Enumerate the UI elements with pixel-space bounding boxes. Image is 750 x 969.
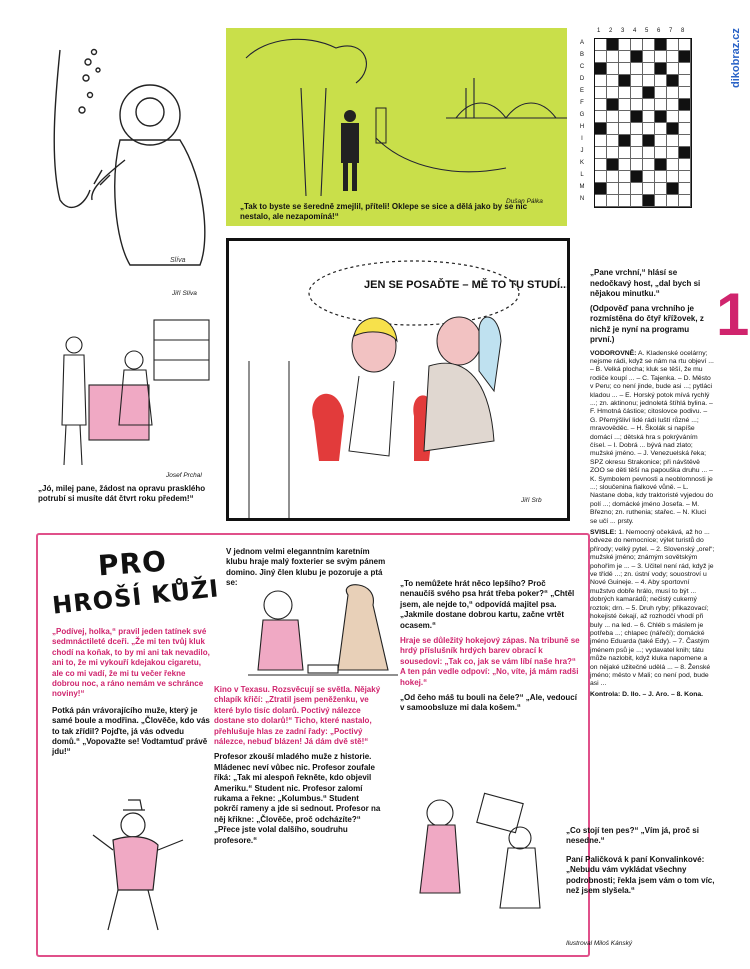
joke-5: Hraje se důležitý hokejový zápas. Na tribuně se hrdý příslušník hrdých barev obrací k sousedovi: „Tak co, jak se vám líbí naše hra?“ A ten pán vedle odpoví: „No, víte, já mám radši hokej.“ (400, 636, 580, 687)
humor-section (36, 533, 590, 957)
crossword-cell (595, 63, 607, 75)
crossword-cell (631, 171, 643, 183)
crossword-cell[interactable] (643, 159, 655, 171)
crossword-cell[interactable] (643, 51, 655, 63)
crossword-cell (655, 39, 667, 51)
crossword-cell[interactable] (643, 99, 655, 111)
tram-cartoon (226, 238, 570, 521)
crossword-column-label: 2 (609, 28, 613, 34)
crossword-cell[interactable] (619, 171, 631, 183)
crossword-cell[interactable] (655, 123, 667, 135)
joke-1: „Podívej, holka,“ pravil jeden tatínek své sedmnáctileté dceři. „Že mi ten tvůj kluk chodí na koňak, to by mi ani tak nevadilo, ani to, že mi vykouří kdejakou cigaretu, ale co mi vadí, že mi tu večer řekne dobrou noc, a ráno nemám ve schránce noviny!“ (52, 627, 210, 699)
crossword-cell[interactable] (619, 159, 631, 171)
crossword-cell[interactable] (679, 195, 691, 207)
down-label: SVISLE: (590, 529, 617, 537)
crossword-cell[interactable] (595, 87, 607, 99)
crossword-cell[interactable] (607, 75, 619, 87)
crossword-cell[interactable] (607, 87, 619, 99)
crossword-cell (679, 99, 691, 111)
tram-credit: Jiří Srb (521, 497, 542, 504)
tram-drawing (229, 241, 567, 518)
crossword-cell[interactable] (595, 111, 607, 123)
crossword-cell[interactable] (619, 87, 631, 99)
crossword-row-label: M (579, 184, 585, 190)
crossword-cell[interactable] (667, 171, 679, 183)
illustrator-credit: Ilustroval Miloš Kánský (566, 940, 633, 947)
card-players-drawing (238, 575, 408, 685)
crossword-row-label: F (580, 100, 584, 106)
crossword-cell[interactable] (619, 123, 631, 135)
humor-right (566, 826, 716, 896)
crossword-cell[interactable] (643, 39, 655, 51)
crossword-intro: „Pane vrchní,“ hlásí se nedočkavý host, „dal bych si nějakou minutku.“ (590, 268, 701, 298)
crossword-cell[interactable] (679, 171, 691, 183)
crossword-cell (679, 51, 691, 63)
office-credit: Josef Prchal (166, 472, 202, 479)
crossword-row (595, 183, 691, 195)
diver-drawing (30, 40, 220, 270)
crossword-row (595, 75, 691, 87)
crossword-cell[interactable] (631, 99, 643, 111)
crossword-cell[interactable] (607, 123, 619, 135)
crossword-cell[interactable] (607, 195, 619, 207)
crossword-cell[interactable] (667, 195, 679, 207)
crossword-row (595, 159, 691, 171)
crossword-cell[interactable] (643, 123, 655, 135)
crossword-cell (655, 159, 667, 171)
diver-credit: Jiří Slíva (172, 290, 197, 297)
crossword-cell[interactable] (595, 171, 607, 183)
crossword-cell[interactable] (679, 75, 691, 87)
crossword-row-label: J (580, 148, 584, 154)
crossword-cell[interactable] (679, 63, 691, 75)
crossword-cell[interactable] (679, 111, 691, 123)
crossword-cell[interactable] (643, 75, 655, 87)
crossword-row (595, 51, 691, 63)
crossword-text (590, 268, 715, 699)
crossword-row (595, 39, 691, 51)
tram-bubble-text: JEN SE POSAĎTE – MĚ TO TU STUDÍ... (364, 279, 567, 291)
crossword-row-label: I (581, 136, 583, 142)
crossword-cell[interactable] (607, 147, 619, 159)
crossword-cell[interactable] (679, 87, 691, 99)
crossword-row (595, 123, 691, 135)
crossword-cell[interactable] (595, 75, 607, 87)
joke-4: „To nemůžete hrát něco lepšího? Proč nenaučíš svého psa hrát třeba poker?“ „Chtěl jsem, ale nejde to,“ odpovídá majitel psa. „Jakmile dostane dobrou kartu, začne vrtět ocasem.“ (400, 579, 575, 630)
crossword-column-label: 1 (597, 28, 601, 34)
crossword-cell[interactable] (607, 51, 619, 63)
crossword-cell[interactable] (595, 195, 607, 207)
humor-col2b (214, 685, 384, 846)
crossword-cell (607, 39, 619, 51)
crossword-cell (607, 159, 619, 171)
joke-2: Potká pán vrávorajícího muže, který je samé boule a modřina. „Člověče, kdo vás to tak zřídil? Pojďte, já vás odvedu domů.“ „Vopovažte se! Vodtamtuď právě jdu!“ (52, 705, 210, 757)
crossword-cell[interactable] (655, 183, 667, 195)
crossword-cell[interactable] (619, 111, 631, 123)
crossword-cell[interactable] (667, 51, 679, 63)
diver-signature: Slíva (170, 257, 186, 264)
park-cartoon (226, 28, 567, 226)
crossword-cell[interactable] (595, 99, 607, 111)
joke-7: Profesor zkouší mladého muže z historie. Mládenec neví vůbec nic. Profesor zoufale říká: „Tak mi alespoň řekněte, kdo objevil Ameriku.“ Student nic. Profesor zalomí rukama a řekne: „Kolumbus.“ Student pokrčí rameny a jde si sednout. Profesor na něj křikne: „Člověče, proč odcházíte?“ „Přece jste volal dalšího, soudruhu profesore.“ (214, 752, 381, 845)
crossword-cell[interactable] (595, 39, 607, 51)
crossword-column-labels (594, 28, 706, 38)
crossword-cell[interactable] (607, 111, 619, 123)
drunk-man-drawing (78, 790, 218, 940)
crossword-row-label: A (579, 40, 584, 46)
humor-col1 (52, 627, 214, 758)
crossword-column-label: 3 (621, 28, 625, 34)
joke-6: Kino v Texasu. Rozsvěcují se světla. Nějaký chlapík křičí: „Ztratil jsem peněženku, ve které bylo tisíc dolarů. Poctivý nálezce dostane sto dolarů!“ Ticho, které nastalo, přehlušuje hlas ze zadní řady: „Poctivý nálezce, nebuď blázen! Já dám dvě stě!“ (214, 685, 381, 747)
crossword-across (590, 350, 715, 527)
crossword-cell[interactable] (619, 51, 631, 63)
office-caption: „Jó, milej pane, žádost na opravu prasklého potrubí si musíte dát čtvrt roku předem!“ (38, 484, 206, 503)
crossword-cell (595, 123, 607, 135)
crossword-cell[interactable] (595, 147, 607, 159)
crossword-row-label: E (579, 88, 584, 94)
crossword-row-label: L (580, 172, 584, 178)
crossword-cell (667, 123, 679, 135)
joke-8: „Od čeho máš tu bouli na čele?“ „Ale, vedoucí v samoobsluze mi dala košem.“ (400, 693, 577, 713)
joke-3: V jednom velmi eleganntním karetním klubu hraje malý foxterier se svým pánem domino. Jiný člen klubu je pozoruje a ptá se: (226, 547, 386, 588)
crossword-cell[interactable] (667, 39, 679, 51)
crossword-column-label: 7 (669, 28, 673, 34)
crossword-cell[interactable] (655, 75, 667, 87)
crossword-row (595, 171, 691, 183)
crossword-row (595, 147, 691, 159)
crossword-cell[interactable] (679, 135, 691, 147)
crossword-cell[interactable] (655, 87, 667, 99)
crossword-cell[interactable] (679, 39, 691, 51)
humor-col3 (400, 579, 580, 714)
crossword-cell[interactable] (619, 183, 631, 195)
crossword-cell[interactable] (631, 147, 643, 159)
crossword-cell[interactable] (643, 147, 655, 159)
office-cartoon (34, 315, 224, 525)
crossword-cell (631, 111, 643, 123)
crossword-cell (631, 51, 643, 63)
joke-9: „Co stojí ten pes?“ „Vím já, proč si nesedne.“ (566, 826, 699, 846)
page-number: 1 (716, 281, 750, 348)
crossword (578, 28, 718, 268)
crossword-cell[interactable] (619, 147, 631, 159)
crossword-cell[interactable] (595, 135, 607, 147)
watermark: dikobraz.cz (730, 28, 742, 88)
crossword-cell[interactable] (619, 63, 631, 75)
crossword-cell[interactable] (667, 135, 679, 147)
crossword-row-label: B (579, 52, 584, 58)
crossword-cell (667, 183, 679, 195)
crossword-column-label: 8 (681, 28, 685, 34)
park-drawing (226, 28, 567, 196)
crossword-cell[interactable] (655, 99, 667, 111)
crossword-cell[interactable] (619, 99, 631, 111)
humor-title-line2: HROŠÍ KŮŽI (50, 574, 221, 620)
crossword-cell (679, 147, 691, 159)
crossword-answer-note: (Odpověď pana vrchního je rozmístěna do čtyř křížovek, z nichž je nyní na programu první.) (590, 303, 704, 344)
crossword-cell[interactable] (667, 159, 679, 171)
crossword-cell[interactable] (655, 195, 667, 207)
crossword-cell[interactable] (667, 99, 679, 111)
crossword-cell[interactable] (631, 159, 643, 171)
crossword-cell[interactable] (631, 75, 643, 87)
humor-title-line1: PRO (96, 544, 168, 583)
down-clues: 1. Nemocný očekává, až ho ... odveze do nemocnice; výlet turistů do přírody; velký pytel. – 2. Slovenský „orel“; mužské jméno; známým sovětským pohořím je ... – 3. Učitel není rád, když je ve třídě ...; zn. ústní vody; souostroví u Nové Guineje. – 4. Aby sportovní mužstvo dobře hrálo, musí to být ... dobrých kamarádů; nečistý cukerný roztok; drn. – 5. Druh ryby; přikazovací; hokejisté čekají, až rozhodčí vhodí při buly ... na led. – 6. Chléb s máslem je potřeba ...; chlapec (nářečí); domácké jméno Eduarda (také Edy). – 7. Častým jménem psů je ...; vydavatel knih; tátu může nazlobit, když kluka napomene a on nějaké užitečné udělá ... – 8. Ženské jméno; město v Mali; co není pod, bude asi ... (590, 529, 715, 688)
crossword-cell[interactable] (595, 51, 607, 63)
across-clues: A. Kladenské ocelárny; nejsme rádi, když se nám na rtu objeví ... – B. Velká plocha; kluk se těší, že mu rodiče koupí ... – C. Tajenka. – D. Město v Peru; co není jinde, bude asi ...; pytláci kladou ... – E. Horský potok mívá rychlý ...; zn. aktinonu; jednoletá štíhlá bylina. – F. Hmotná částice; citoslovce podivu. – G. Přemýšliví lidé rádi luští různé ...; mravověděc. – H. Školák si napíše domácí ...; dětská hra s pokrýváním čísel. – I. Dobrá ... bývá nad zlato; mužské jméno. – J. Venezuelská řeka; SPZ okresu Strakonice; při návštěvě ZOO se děti těší na papouška druhu ... – K. Symbolem pevnosti a neoblomnosti je ...; sloučenina fialkové vůně. – L. Nastane doba, kdy traktoristé vyjedou do polí ...; domácké jméno Josefa. – M. Březno; zn. ruthenia; stařec. – N. Kluci se učí ... prsty. (590, 349, 714, 525)
crossword-cell[interactable] (607, 183, 619, 195)
crossword-cell[interactable] (679, 123, 691, 135)
crossword-cell (607, 99, 619, 111)
crossword-cell[interactable] (607, 63, 619, 75)
crossword-row (595, 135, 691, 147)
crossword-cell (667, 75, 679, 87)
crossword-cell (595, 183, 607, 195)
crossword-cell (655, 63, 667, 75)
across-label: VODOROVNĚ: (590, 349, 637, 357)
crossword-cell[interactable] (667, 111, 679, 123)
crossword-cell[interactable] (631, 183, 643, 195)
crossword-cell[interactable] (631, 135, 643, 147)
crossword-row (595, 111, 691, 123)
park-credit: Dušan Pálka (506, 198, 543, 205)
diver-cartoon (30, 40, 220, 297)
crossword-column-label: 4 (633, 28, 637, 34)
crossword-cell[interactable] (631, 123, 643, 135)
crossword-cell[interactable] (655, 135, 667, 147)
joke-10: Paní Paličková k paní Konvalinkové: „Nebudu vám vykládat všechny podrobnosti; řekla jsem vám o tom víc, než jsem slyšela.“ (566, 854, 715, 896)
crossword-cell (619, 135, 631, 147)
crossword-row (595, 87, 691, 99)
crossword-row-label: H (579, 124, 585, 130)
park-caption: „Tak to byste se šeredně zmejlil, příteli! Oklepe se sice a dělá jako by se nic nestalo, ale nezapomíná!“ (240, 202, 528, 221)
crossword-cell[interactable] (631, 87, 643, 99)
crossword-cell (643, 135, 655, 147)
crossword-cell (643, 87, 655, 99)
crossword-cell[interactable] (607, 135, 619, 147)
crossword-cell[interactable] (667, 87, 679, 99)
crossword-column-label: 5 (645, 28, 649, 34)
crossword-cell[interactable] (655, 171, 667, 183)
crossword-cell[interactable] (643, 183, 655, 195)
crossword-cell[interactable] (595, 159, 607, 171)
crossword-cell[interactable] (667, 147, 679, 159)
crossword-down (590, 529, 715, 689)
crossword-cell[interactable] (667, 63, 679, 75)
crossword-cell[interactable] (643, 171, 655, 183)
crossword-cell[interactable] (631, 63, 643, 75)
crossword-cell[interactable] (655, 147, 667, 159)
crossword-cell (619, 75, 631, 87)
supermarket-drawing (400, 783, 560, 913)
crossword-cell[interactable] (679, 159, 691, 171)
crossword-cell[interactable] (631, 39, 643, 51)
crossword-column-label: 6 (657, 28, 661, 34)
crossword-cell[interactable] (607, 171, 619, 183)
crossword-row (595, 63, 691, 75)
crossword-cell[interactable] (619, 195, 631, 207)
crossword-row (595, 195, 691, 207)
crossword-cell[interactable] (655, 51, 667, 63)
crossword-cell (643, 195, 655, 207)
crossword-row-label: D (579, 76, 585, 82)
crossword-grid[interactable] (594, 38, 692, 208)
crossword-cell[interactable] (679, 183, 691, 195)
crossword-kontrola: Kontrola: D. Ilo. – J. Aro. – 8. Kona. (590, 690, 704, 698)
crossword-row-label: G (579, 112, 585, 118)
crossword-cell[interactable] (631, 195, 643, 207)
crossword-row-label: K (579, 160, 584, 166)
crossword-row (595, 99, 691, 111)
office-drawing (34, 315, 224, 475)
crossword-cell[interactable] (619, 39, 631, 51)
crossword-row-label: C (579, 64, 585, 70)
crossword-row-label: N (579, 196, 585, 202)
crossword-cell (655, 111, 667, 123)
crossword-cell[interactable] (643, 63, 655, 75)
crossword-cell[interactable] (643, 111, 655, 123)
